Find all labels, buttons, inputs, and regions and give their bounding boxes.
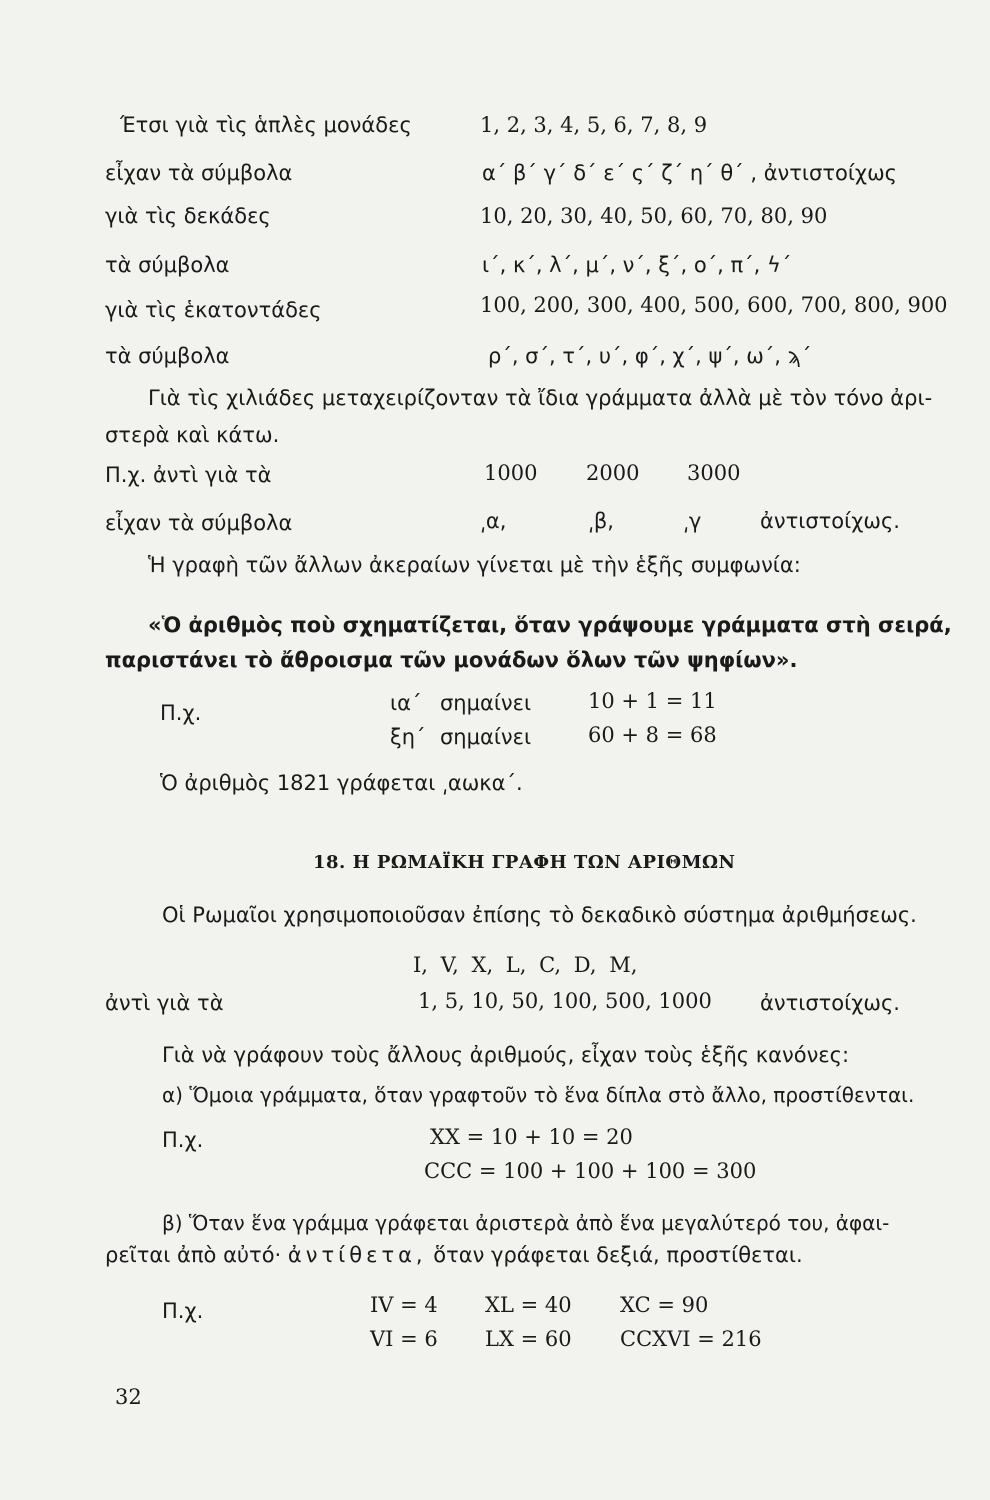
section-intro: Οἱ Ρωμαῖοι χρησιμοποιοῦσαν ἐπίσης τὸ δεκαδικὸ σύστημα ἀριθμήσεως. <box>162 903 917 927</box>
rules-intro: Γιὰ νὰ γράφουν τοὺς ἄλλους ἀριθμούς, εἶχαν τοὺς ἑξῆς κανόνες: <box>162 1043 850 1067</box>
rule-example1-math: 10 + 1 = 11 <box>588 689 717 713</box>
rule-year-example: Ὁ ἀριθμὸς 1821 γράφεται ͵αωκα΄. <box>160 771 523 795</box>
rule-b-equation: LX = 60 <box>485 1327 572 1351</box>
rule-b-line1: β) Ὅταν ἕνα γράμμα γράφεται ἀριστερὰ ἀπὸ ἕνα μεγαλύτερό του, ἀφαι- <box>162 1211 890 1235</box>
tens-symbols: ι΄, κ΄, λ΄, μ΄, ν΄, ξ΄, ο΄, π΄, ϟ΄ <box>482 253 792 277</box>
rule-b-line2-post: ὅταν γράφεται δεξιά, προστίθεται. <box>433 1243 803 1267</box>
units-label: Έτσι γιὰ τὶς ἁπλὲς μονάδες <box>120 113 412 137</box>
rule-example1-word: σημαίνει <box>440 691 532 715</box>
rule-b-equation: XL = 40 <box>485 1293 572 1317</box>
rule-example2-symbol: ξη΄ <box>390 725 426 749</box>
thousands-symbol: ͵β, <box>588 509 614 533</box>
rule-a-equation1: XX = 10 + 10 = 20 <box>430 1125 633 1149</box>
rule-b-example-label: Π.χ. <box>162 1299 204 1323</box>
rule-a-text: α) Ὅμοια γράμματα, ὅταν γραφτοῦν τὸ ἕνα δίπλα στὸ ἄλλο, προστίθενται. <box>162 1083 915 1107</box>
hundreds-symbols: ρ΄, σ΄, τ΄, υ΄, φ΄, χ΄, ψ΄, ω΄, ϡ΄ <box>488 344 812 368</box>
rule-b-line2-emphasis: ἀντίθετα, <box>287 1243 427 1267</box>
rule-b-line2-pre: ρεῖται ἀπὸ αὐτό· <box>105 1243 282 1267</box>
section-heading: 18. Η ΡΩΜΑΪΚΗ ΓΡΑΦΗ ΤΩΝ ΑΡΙΘΜΩΝ <box>313 852 736 873</box>
rule-b-equation: VI = 6 <box>370 1327 438 1351</box>
thousands-symbol: ͵γ <box>683 509 702 533</box>
rule-a-example-label: Π.χ. <box>162 1128 204 1152</box>
hundreds-label: γιὰ τὶς ἑκατοντάδες <box>105 298 322 322</box>
rule-quote-line1: «Ὁ ἀριθμὸς ποὺ σχηματίζεται, ὅταν γράψουμε γράμματα στὴ σειρά, <box>148 613 952 637</box>
tens-values: 10, 20, 30, 40, 50, 60, 70, 80, 90 <box>480 204 828 228</box>
units-values: 1, 2, 3, 4, 5, 6, 7, 8, 9 <box>480 113 708 137</box>
roman-label: ἀντὶ γιὰ τὰ <box>105 991 224 1015</box>
rule-b-equation: CCXVI = 216 <box>620 1327 762 1351</box>
tens-label: γιὰ τὶς δεκάδες <box>105 204 271 228</box>
thousands-symbols-suffix: ἀντιστοίχως. <box>760 509 900 533</box>
units-symbols-label: εἶχαν τὰ σύμβολα <box>105 161 293 185</box>
rule-a-equation2: CCC = 100 + 100 + 100 = 300 <box>424 1159 757 1183</box>
thousands-text-line1: Γιὰ τὶς χιλιάδες μεταχειρίζονταν τὰ ἴδια γράμματα ἀλλὰ μὲ τὸν τόνο ἀρι- <box>148 386 933 410</box>
rule-example2-word: σημαίνει <box>440 725 532 749</box>
roman-letters: I, V, X, L, C, D, M, <box>413 953 638 977</box>
rule-quote-line2: παριστάνει τὸ ἄθροισμα τῶν μονάδων ὅλων τῶν ψηφίων». <box>105 648 798 672</box>
page-number: 32 <box>115 1385 142 1409</box>
rule-intro: Ἡ γραφὴ τῶν ἄλλων ἀκεραίων γίνεται μὲ τὴν ἑξῆς συμφωνία: <box>148 553 801 577</box>
rule-example1-symbol: ια΄ <box>390 691 422 715</box>
hundreds-symbols-label: τὰ σύμβολα <box>105 344 230 368</box>
roman-suffix: ἀντιστοίχως. <box>760 991 900 1015</box>
hundreds-values: 100, 200, 300, 400, 500, 600, 700, 800, 900 <box>480 293 948 317</box>
thousands-example-value: 1000 <box>484 461 538 485</box>
rule-b-equation: XC = 90 <box>620 1293 709 1317</box>
rule-b-equation: IV = 4 <box>370 1293 438 1317</box>
thousands-symbols-label: εἶχαν τὰ σύμβολα <box>105 511 293 535</box>
thousands-example-value: 2000 <box>586 461 640 485</box>
thousands-example-label: Π.χ. ἀντὶ γιὰ τὰ <box>105 463 272 487</box>
thousands-text-line2: στερὰ καὶ κάτω. <box>105 423 280 447</box>
thousands-symbol: ͵α, <box>480 509 507 533</box>
tens-symbols-label: τὰ σύμβολα <box>105 253 230 277</box>
rule-b-line2 <box>105 1240 803 1270</box>
roman-values: 1, 5, 10, 50, 100, 500, 1000 <box>418 989 712 1013</box>
units-symbols: α΄ β΄ γ΄ δ΄ ε΄ ς΄ ζ΄ η΄ θ΄ , ἀντιστοίχως <box>482 161 897 185</box>
rule-example-label: Π.χ. <box>160 701 202 725</box>
rule-example2-math: 60 + 8 = 68 <box>588 723 717 747</box>
thousands-example-value: 3000 <box>687 461 741 485</box>
